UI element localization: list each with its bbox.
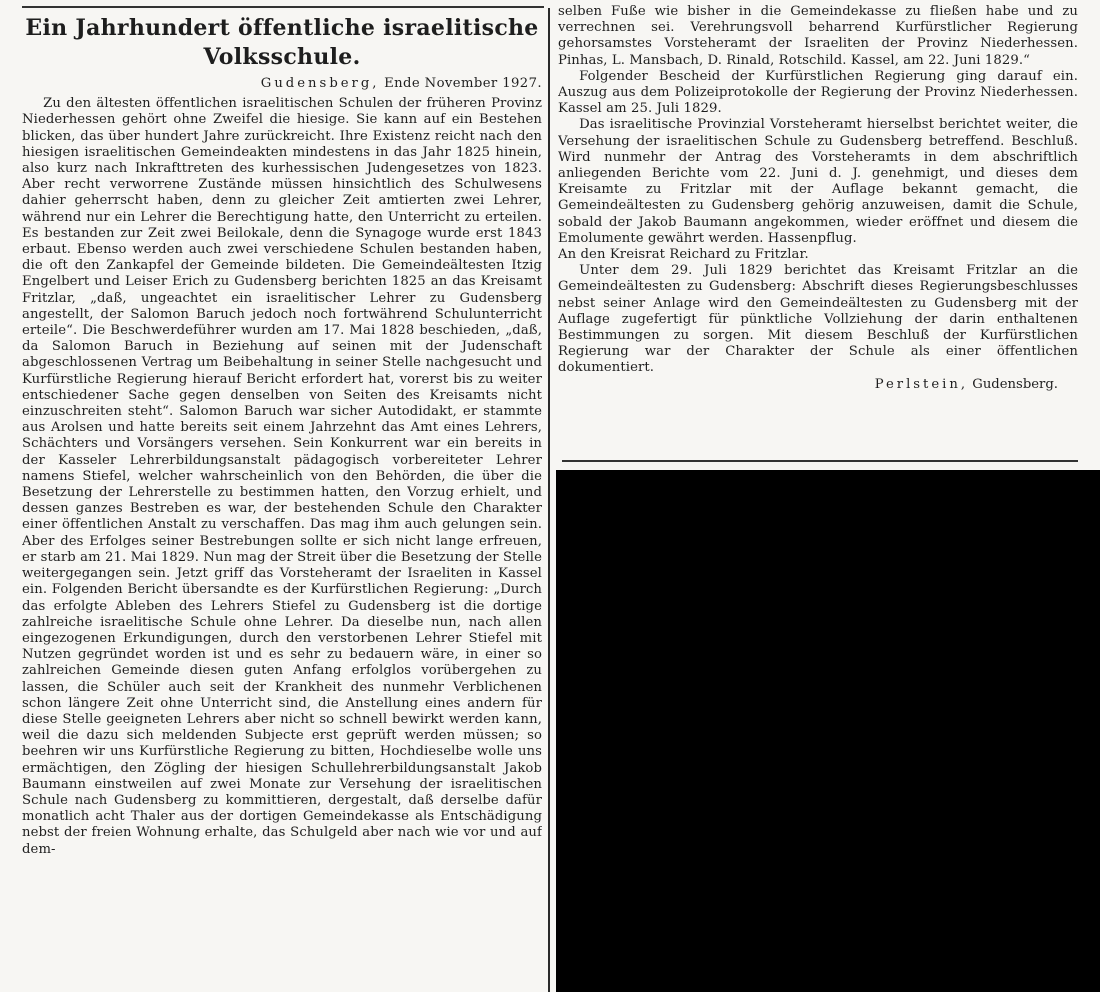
paragraph: selben Fuße wie bisher in die Gemeindekasse zu fließen habe und zu verrechnen sei. Verehrungsvoll beharrend Kurfürstlicher Regierung gehorsamstes Vorsteheramt der Israeliten der Provinz Niederhessen. Pinhas, L. Mansbach, D. Rinald, Rotschild. Kassel, am 22. Juni 1829.“ (558, 4, 1078, 68)
top-rule (22, 6, 544, 8)
paragraph: An den Kreisrat Reichard zu Fritzlar. (558, 247, 809, 263)
left-column-text (22, 96, 542, 858)
left-column (22, 10, 542, 992)
column-divider (548, 8, 550, 992)
article-headline (22, 14, 542, 72)
right-column-text (558, 4, 1078, 377)
author-signature (558, 377, 1078, 393)
dateline-place: Gudensberg, (260, 76, 380, 91)
headline-line-1: Ein Jahrhundert öffentliche israelitische (25, 15, 539, 41)
dateline-date: Ende November 1927. (384, 76, 542, 91)
right-column (558, 4, 1078, 464)
headline-line-2: Volksschule. (203, 44, 361, 70)
paragraph: Das israelitische Provinzial Vorsteheramt hierselbst berichtet weiter, die Versehung der israelitischen Schule zu Gudensberg betreffend. Beschluß. Wird nunmehr der Antrag des Vorsteheramts in dem abschriftlich anliegenden Berichte vom 22. Juni d. J. genehmigt, und dieses dem Kreisamte zu Fritzlar mit der Auflage bekannt gemacht, die Gemeindeältesten zu Gudensberg gehörig anzuweisen, damit die Schule, sobald der Jakob Baumann angekommen, wieder eröffnet und diesem die Emolumente gewährt werden. Hassenpflug. (558, 117, 1078, 246)
paragraph: Folgender Bescheid der Kurfürstlichen Regierung ging darauf ein. Auszug aus dem Polizeiprotokolle der Regierung der Provinz Niederhessen. Kassel am 25. Juli 1829. (558, 68, 1078, 117)
signature-name: Perlstein, (874, 376, 969, 392)
paragraph: Zu den ältesten öffentlichen israelitischen Schulen der früheren Provinz Niederhessen gehört ohne Zweifel die hiesige. Sie kann auf ein Bestehen blicken, das über hundert Jahre zurückreicht. Ihre Existenz reicht nach den hiesigen israelitischen Gemeindeakten mindestens in das Jahr 1825 hinein, also kurz nach Inkrafttreten des kurhessischen Judengesetzes von 1823. Aber recht verworrene Zustände müssen hinsichtlich des Schulwesens dahier geherrscht haben, denn zu gleicher Zeit amtierten zwei Lehrer, während nur ein Lehrer die Berechtigung hatte, den Unterricht zu erteilen. Es bestanden zur Zeit zwei Beilokale, denn die Synagoge wurde erst 1843 erbaut. Ebenso werden auch zwei verschiedene Schulen bestanden haben, die oft den Zankapfel der Gemeinde bildeten. Die Gemeindeältesten Itzig Engelbert und Leiser Erich zu Gudensberg berichten 1825 an das Kreisamt Fritzlar, „daß, ungeachtet ein israelitischer Lehrer zu Gudensberg angestellt, der Salomon Baruch jedoch noch fortwährend Schulunterricht erteile“. Die Beschwerdeführer wurden am 17. Mai 1828 beschieden, „daß, da Salomon Baruch in Beziehung auf seinen mit der Judenschaft abgeschlossenen Vertrag um Beibehaltung in seiner Stelle nachgesucht und Kurfürstliche Regierung hierauf Bericht erfordert hat, vorerst bis zu weiter entschiedener Sache gegen denselben von Seiten des Kreisamts nicht einzuschreiten steht“. Salomon Baruch war sicher Autodidakt, er stammte aus Arolsen und hatte bereits seit einem Jahrzehnt das Amt eines Lehrers, Schächters und Vorsängers versehen. Sein Konkurrent war ein bereits in der Kasseler Lehrerbildungsanstalt pädagogisch vorbereiteter Lehrer namens Stiefel, welcher wahrscheinlich von den Behörden, die über die Besetzung der Lehrerstelle zu bestimmen hatten, den Vorzug erhielt, und dessen ganzes Bestreben es war, der bestehenden Schule den Charakter einer öffentlichen Anstalt zu verschaffen. Das mag ihm auch gelungen sein. Aber des Erfolges seiner Bestrebungen sollte er sich nicht lange erfreuen, er starb am 21. Mai 1829. Nun mag der Streit über die Besetzung der Stelle weitergegangen sein. Jetzt griff das Vorsteheramt der Israeliten in Kassel ein. Folgenden Bericht übersandte es der Kurfürstlichen Regierung: „Durch das erfolgte Ableben des Lehrers Stiefel zu Gudensberg ist die dortige zahlreiche israelitische Schule ohne Lehrer. Da dieselbe nun, nach allen eingezogenen Erkundigungen, durch den verstorbenen Lehrer Stiefel mit Nutzen gegründet worden ist und es sehr zu bedauern wäre, in einer so zahlreichen Gemeinde diesen guten Anfang erfolglos vorübergehen zu lassen, die Schüler auch seit der Krankheit des nunmehr Verblichenen schon längere Zeit ohne Unterricht sind, die Anstellung eines andern für diese Stelle geeigneten Lehrers aber nicht so schnell bewirkt werden kann, weil die dazu sich meldenden Subjecte erst geprüft werden müssen; so beehren wir uns Kurfürstliche Regierung zu bitten, Hochdieselbe wolle uns ermächtigen, den Zögling der hiesigen Schullehrerbildungsanstalt Jakob Baumann einstweilen auf zwei Monate zur Versehung der israelitischen Schule nach Gudensberg zu kommittieren, dergestalt, daß derselbe dafür monatlich acht Thaler aus der dortigen Gemeindekasse als Entschädigung nebst der freien Wohnung erhalte, das Schulgeld aber nach wie vor und auf dem- (22, 96, 542, 857)
article-end-rule (562, 460, 1078, 462)
paragraph: Unter dem 29. Juli 1829 berichtet das Kreisamt Fritzlar an die Gemeindeältesten zu Gudensberg: Abschrift dieses Regierungsbeschlusses nebst seiner Anlage wird den Gemeindeältesten zu Gudensberg mit der Auflage zugefertigt für pünktliche Vollziehung der darin enthaltenen Bestimmungen zu sorgen. Mit diesem Beschluß der Kurfürstlichen Regierung war der Charakter der Schule als einer öffentlichen dokumentiert. (558, 263, 1078, 376)
redacted-area (556, 470, 1100, 992)
dateline (22, 76, 542, 92)
signature-place: Gudensberg. (972, 376, 1058, 392)
